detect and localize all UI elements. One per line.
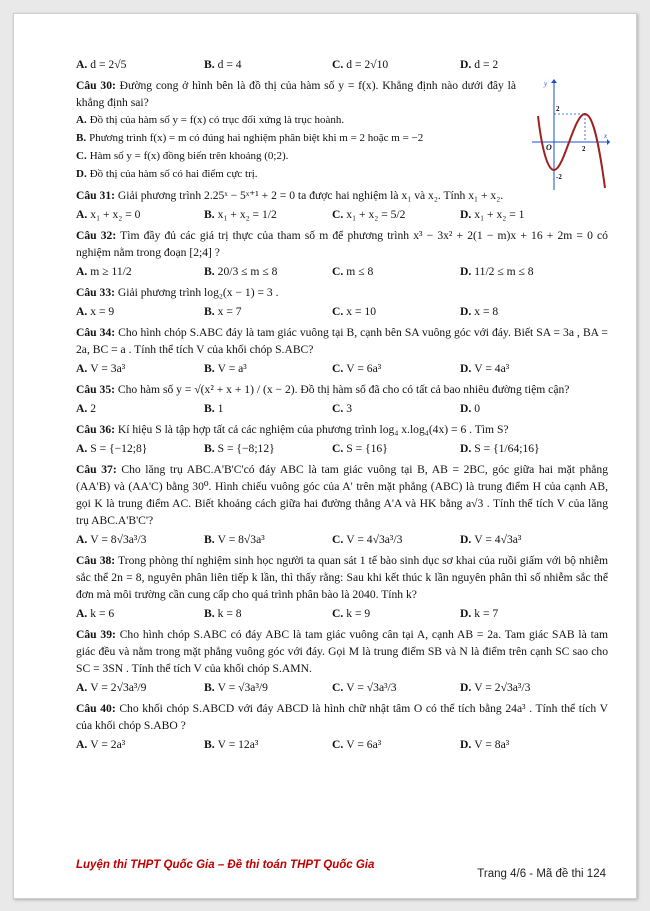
q34-option-d[interactable]: D. V = 4a³ (460, 362, 510, 375)
q40-options (76, 736, 608, 753)
q40-option-b[interactable]: B. V = 12a³ (204, 738, 259, 751)
q35-options (76, 400, 608, 417)
q35-option-b[interactable]: B. 1 (204, 402, 224, 415)
q39-option-a[interactable]: A. V = 2√3a³/9 (76, 681, 147, 694)
q37-option-a[interactable]: A. V = 8√3a³/3 (76, 533, 147, 546)
q38-option-d[interactable]: D. k = 7 (460, 607, 499, 620)
q38-options (76, 605, 608, 622)
question-30 (76, 77, 516, 183)
q32-option-b[interactable]: B. 20/3 ≤ m ≤ 8 (204, 265, 278, 278)
q31-option-b[interactable]: B. x₁ + x₂ = 1/2 (204, 208, 277, 221)
q29-option-b[interactable]: B. d = 4 (204, 58, 242, 71)
q31-options (76, 206, 608, 223)
q32-option-c[interactable]: C. m ≤ 8 (332, 265, 374, 278)
q34-option-a[interactable]: A. V = 3a³ (76, 362, 126, 375)
q34-option-c[interactable]: C. V = 6a³ (332, 362, 382, 375)
q38-option-a[interactable]: A. k = 6 (76, 607, 115, 620)
q34-option-b[interactable]: B. V = a³ (204, 362, 247, 375)
q38-option-c[interactable]: C. k = 9 (332, 607, 371, 620)
q40-option-a[interactable]: A. V = 2a³ (76, 738, 126, 751)
q39-option-b[interactable]: B. V = √3a³/9 (204, 681, 268, 694)
q32-options (76, 263, 608, 280)
q36-option-b[interactable]: B. S = {−8;12} (204, 442, 275, 455)
q36-option-d[interactable]: D. S = {1/64;16} (460, 442, 540, 455)
q36-stem: Câu 36: Kí hiệu S là tập hợp tất cả các nghiệm của phương trình log₄ x.log₄(4x) = 6 . Tìm S? (76, 423, 509, 436)
q30-option-d[interactable]: D. Đồ thị của hàm số có hai điểm cực trị. (76, 168, 258, 180)
q37-option-b[interactable]: B. V = 8√3a³ (204, 533, 265, 546)
q33-option-b[interactable]: B. x = 7 (204, 305, 242, 318)
footer-page-number: Trang 4/6 - Mã đề thi 124 (477, 868, 606, 880)
graph-tick-x-2: 2 (582, 145, 586, 153)
q40-option-d[interactable]: D. V = 8a³ (460, 738, 510, 751)
q30-cubic-graph (530, 76, 612, 192)
q36-options (76, 440, 608, 457)
q39-options (76, 679, 608, 696)
q31-option-d[interactable]: D. x₁ + x₂ = 1 (460, 208, 525, 221)
q31-option-c[interactable]: C. x₁ + x₂ = 5/2 (332, 208, 406, 221)
q38-stem: Câu 38: Trong phòng thí nghiệm sinh học người ta quan sát 1 tế bào sinh dục sơ khai của ruồi giấm với bộ nhiễm sắc thể 2n = 8, nguyên phân liên tiếp k lần, thì thấy rằng: Sau khi kết thúc k lần nguyên phân thì số nhiễm sắc thể đơn mà môi trường cần cung cấp cho quá trình phân bào là 2040. Tính k? (76, 554, 608, 601)
q39-stem: Câu 39: Cho hình chóp S.ABC có đáy ABC là tam giác vuông cân tại A, cạnh AB = 2a. Tam giác SAB là tam giác đều và nằm trong mặt phẳng vuông góc với đáy. Gọi M là trung điểm SB và N là điểm trên cạnh SC sao cho SC = 3SN . Tính thể tích V của khối chóp S.AMN. (76, 628, 608, 675)
exam-page (13, 13, 637, 899)
q37-option-c[interactable]: C. V = 4√3a³/3 (332, 533, 403, 546)
q35-option-d[interactable]: D. 0 (460, 402, 481, 415)
q36-option-c[interactable]: C. S = {16} (332, 442, 388, 455)
q35-stem: Câu 35: Cho hàm số y = √(x² + x + 1) / (x − 2). Đồ thị hàm số đã cho có tất cả bao nhiêu đường tiệm cận? (76, 383, 570, 396)
q35-option-a[interactable]: A. 2 (76, 402, 97, 415)
q37-stem: Câu 37: Cho lăng trụ ABC.A'B'C'có đáy ABC là tam giác vuông tại B, AB = 2BC, góc giữa hai mặt phẳng (AA'B) và (AA'C) bằng 30⁰. Hình chiếu vuông góc của A' trên mặt phẳng (ABC) là trung điểm H của cạnh AB, gọi K là trung điểm AC. Biết khoảng cách giữa hai đường thẳng A'A và HK bằng a√3 . Tính thể tích V của lăng trụ ABC.A'B'C'? (76, 463, 608, 527)
q40-option-c[interactable]: C. V = 6a³ (332, 738, 382, 751)
q32-option-d[interactable]: D. 11/2 ≤ m ≤ 8 (460, 265, 534, 278)
q30-option-c[interactable]: C. Hàm số y = f(x) đồng biến trên khoảng (0;2). (76, 150, 289, 162)
q32-option-a[interactable]: A. m ≥ 11/2 (76, 265, 132, 278)
q33-option-c[interactable]: C. x = 10 (332, 305, 377, 318)
q35-option-c[interactable]: C. 3 (332, 402, 353, 415)
y-axis-arrow-icon (551, 79, 557, 83)
x-axis-arrow-icon (607, 139, 610, 145)
q30-stem: Câu 30: Đường cong ở hình bên là đồ thị của hàm số y = f(x). Khẳng định nào dưới đây là khẳng định sai? (76, 79, 516, 109)
footer-site-link[interactable]: Luyện thi THPT Quốc Gia – Đề thi toán THPT Quốc Gia (76, 859, 375, 871)
q40-stem: Câu 40: Cho khối chóp S.ABCD với đáy ABCD là hình chữ nhật tâm O có thể tích bằng 24a³ . Tính thể tích V của khối chóp S.ABO ? (76, 702, 608, 732)
q31-option-a[interactable]: A. x₁ + x₂ = 0 (76, 208, 141, 221)
q34-stem: Câu 34: Cho hình chóp S.ABC đáy là tam giác vuông tại B, cạnh bên SA vuông góc với đáy. Biết SA = 3a , BA = 2a, BC = a . Tính thể tích V của khối chóp S.ABC? (76, 326, 608, 356)
exam-content (76, 54, 608, 756)
q39-option-d[interactable]: D. V = 2√3a³/3 (460, 681, 531, 694)
q29-option-c[interactable]: C. d = 2√10 (332, 58, 389, 71)
q36-option-a[interactable]: A. S = {−12;8} (76, 442, 148, 455)
graph-x-label: x (604, 132, 608, 140)
q29-option-a[interactable]: A. d = 2√5 (76, 58, 127, 71)
q37-options (76, 531, 608, 548)
q37-option-d[interactable]: D. V = 4√3a³ (460, 533, 522, 546)
q33-option-d[interactable]: D. x = 8 (460, 305, 499, 318)
q33-stem: Câu 33: Giải phương trình log₂(x − 1) = 3 . (76, 286, 279, 299)
q30-option-b[interactable]: B. Phương trình f(x) = m có đúng hai nghiệm phân biệt khi m = 2 hoặc m = −2 (76, 132, 424, 144)
q29-options (76, 56, 608, 73)
graph-tick-y-bottom: -2 (556, 173, 562, 181)
q39-option-c[interactable]: C. V = √3a³/3 (332, 681, 397, 694)
graph-tick-y-top: 2 (556, 105, 560, 113)
q38-option-b[interactable]: B. k = 8 (204, 607, 242, 620)
q33-options (76, 303, 608, 320)
q30-option-a[interactable]: A. Đồ thị của hàm số y = f(x) có trục đối xứng là trục hoành. (76, 114, 345, 126)
graph-origin-label: O (546, 143, 552, 152)
q32-stem: Câu 32: Tìm đầy đủ các giá trị thực của tham số m để phương trình x³ − 3x² + 2(1 − m)x + 16 + 2m = 0 có nghiệm nằm trong đoạn [2;4] ? (76, 229, 608, 259)
q33-option-a[interactable]: A. x = 9 (76, 305, 115, 318)
q31-stem: Câu 31: Giải phương trình 2.25ˣ − 5ˣ⁺¹ + 2 = 0 ta được hai nghiệm là x₁ và x₂. Tính x₁ + x₂. (76, 189, 504, 202)
graph-y-label: y (544, 80, 548, 88)
q34-options (76, 360, 608, 377)
q29-option-d[interactable]: D. d = 2 (460, 58, 499, 71)
